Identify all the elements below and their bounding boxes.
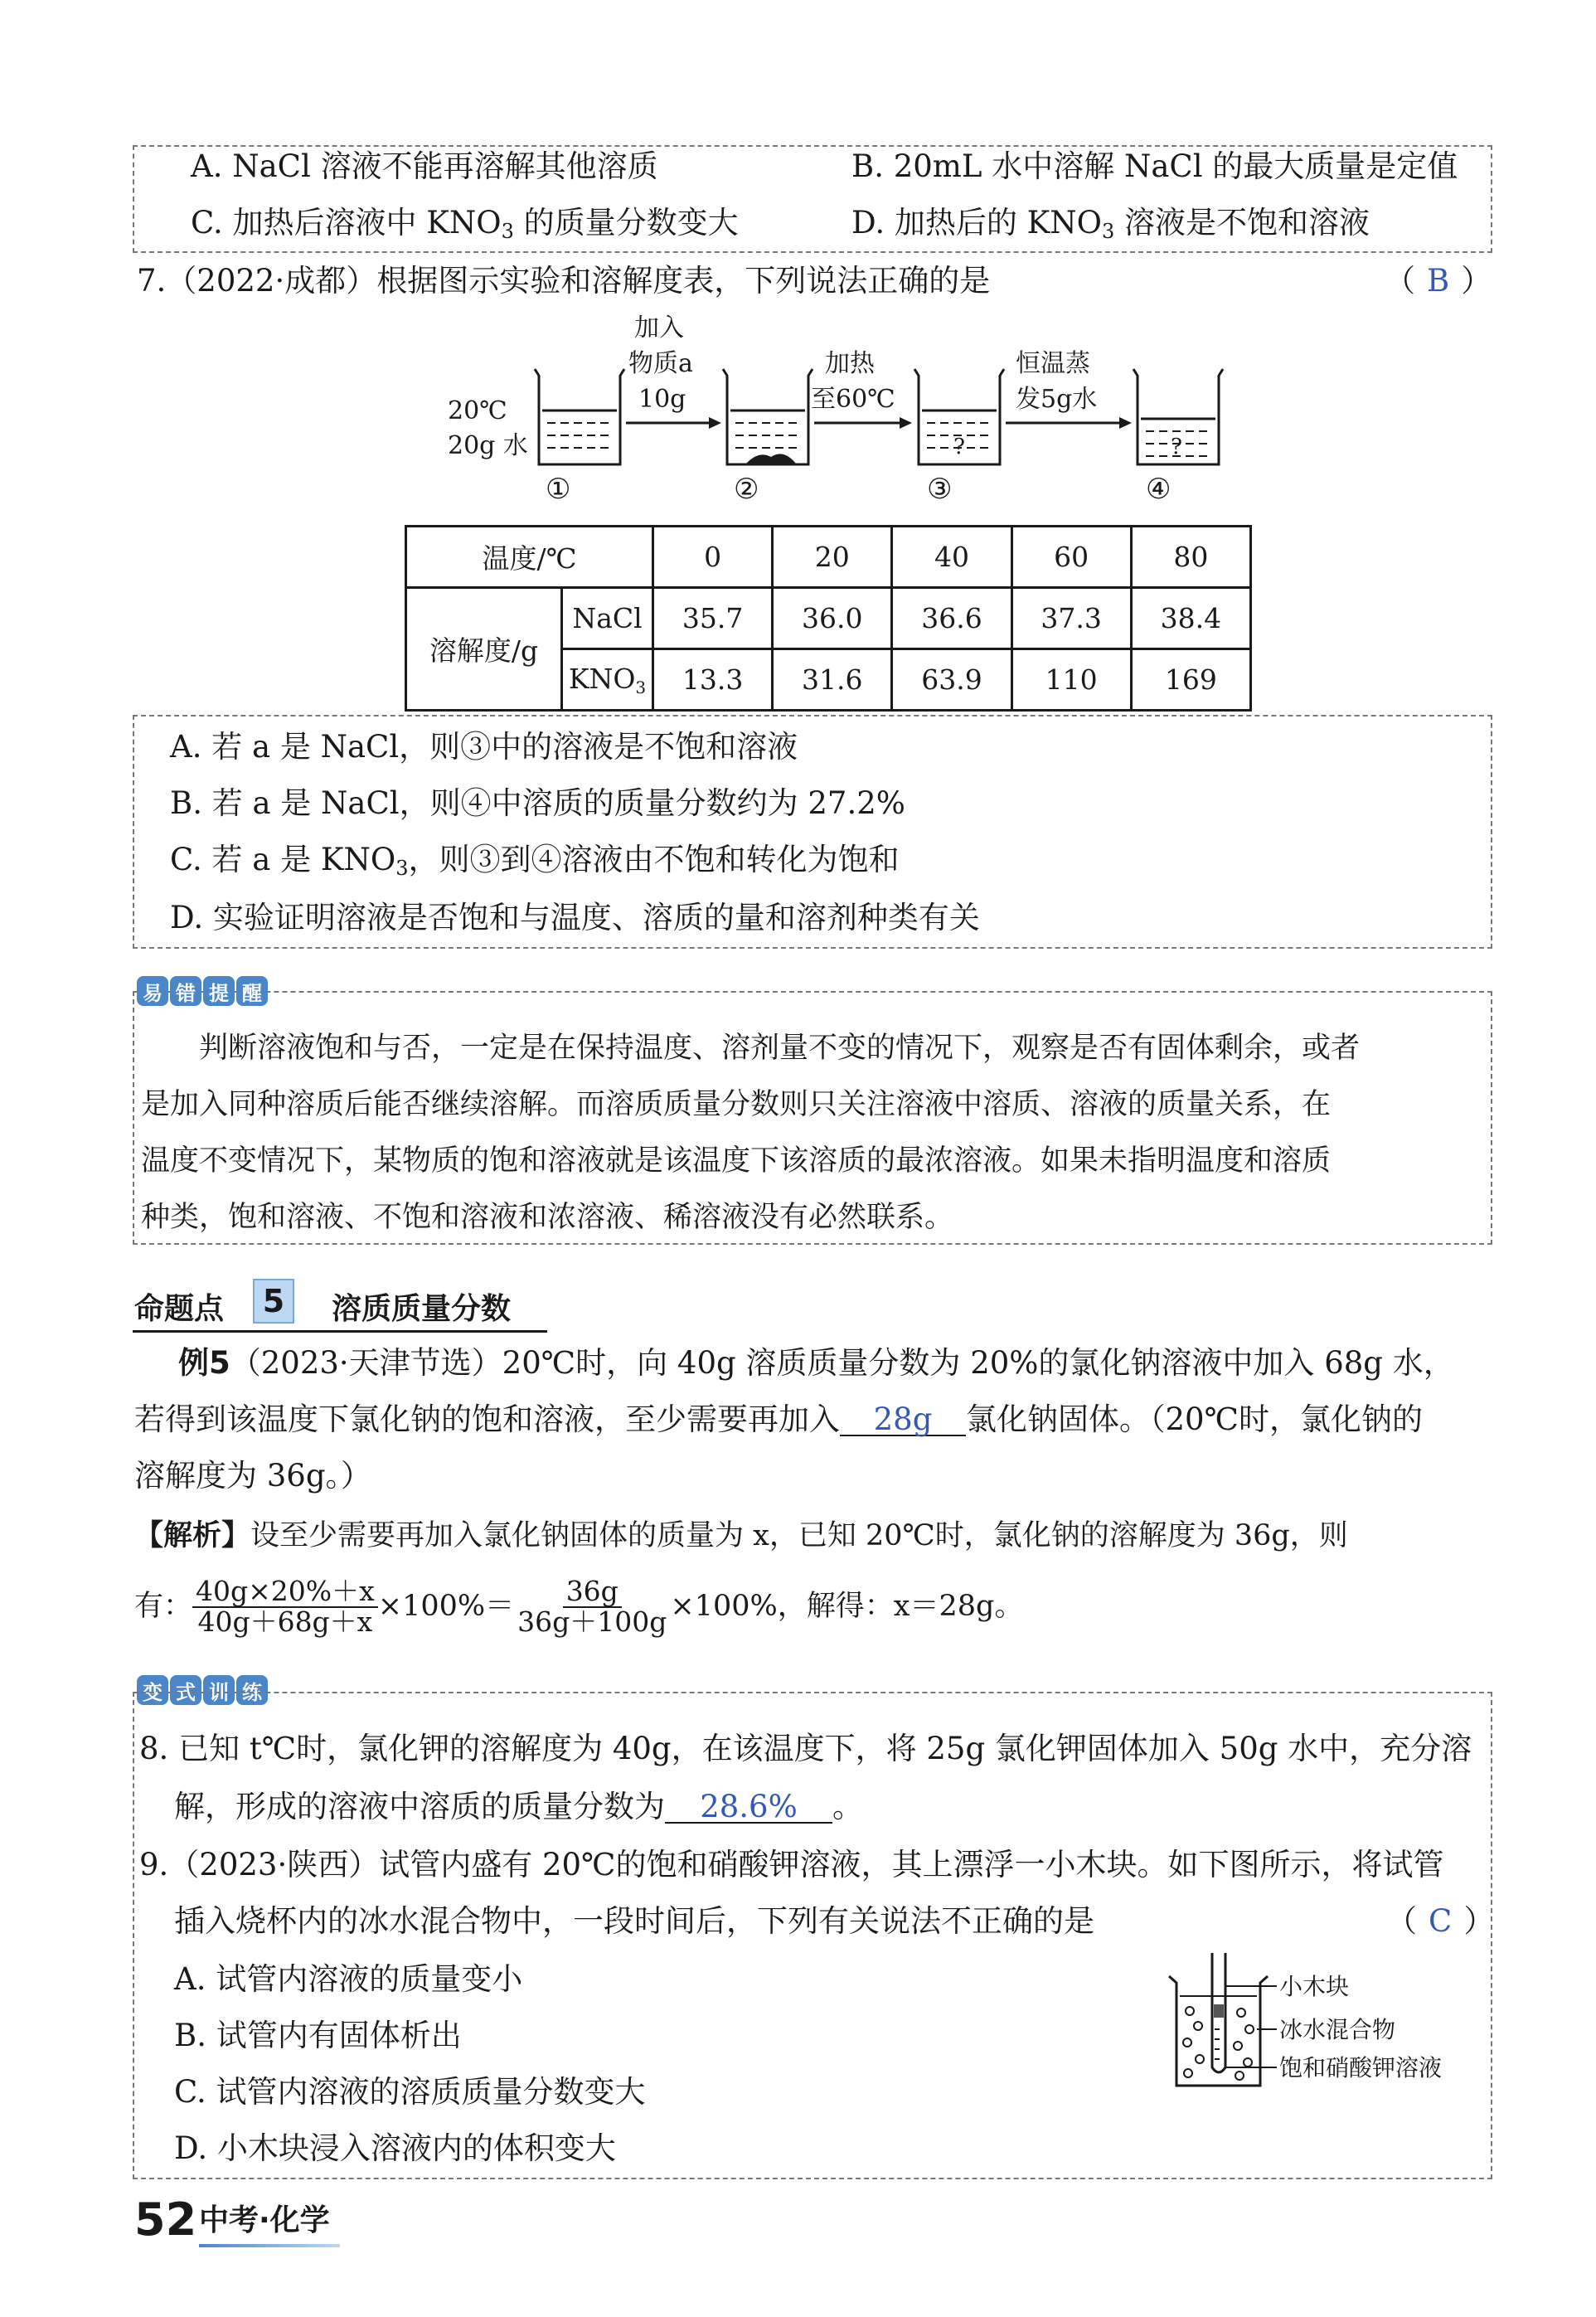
q7-option-b: B. 若 a 是 NaCl，则④中溶质的质量分数约为 27.2% [170, 785, 905, 821]
diagram-label-3: ③ [927, 473, 953, 506]
q8-answer: 28.6% [700, 1789, 798, 1824]
diagram-start-water: 20g 水 [448, 431, 528, 460]
fraction-1: $\frac{40g\times 20\%+x}{40g+68g+x}$ [192, 1577, 378, 1636]
label-wood: 小木块 [1279, 1973, 1350, 2000]
temp-cell: 60 [1011, 527, 1131, 588]
practice-tag: 变 式 训 练 [137, 1673, 268, 1707]
q9-line-2: 插入烧杯内的冰水混合物中，一段时间后，下列有关说法不正确的是 [174, 1903, 1094, 1939]
kno3-cell: 31.6 [773, 649, 892, 711]
diagram-step3-l1: 恒温蒸 [1016, 349, 1090, 378]
section-number-badge: 5 [253, 1279, 294, 1324]
q7-option-d: D. 实验证明溶液是否饱和与温度、溶质的量和溶剂种类有关 [170, 900, 980, 935]
wood-block-icon [1214, 2004, 1224, 2018]
label-ice: 冰水混合物 [1279, 2016, 1396, 2043]
q7-stem: 7.（2022·成都）根据图示实验和溶解度表，下列说法正确的是 [137, 263, 991, 299]
label-solution: 饱和硝酸钾溶液 [1279, 2054, 1443, 2081]
temp-cell: 40 [892, 527, 1011, 588]
diagram-step1-l2: 物质a [628, 349, 693, 378]
section-title: 溶质质量分数 [332, 1292, 512, 1326]
q7-option-a: A. 若 a 是 NaCl，则③中的溶液是不饱和溶液 [170, 729, 798, 765]
nacl-cell: 35.7 [653, 588, 773, 649]
tip-tag: 易 错 提 醒 [137, 974, 268, 1008]
temp-cell: 20 [773, 527, 892, 588]
diagram-label-1: ① [546, 473, 571, 506]
diagram-step3-l2: 发5g水 [1016, 385, 1098, 414]
solubility-table [405, 525, 1252, 712]
q9-line-1: 9.（2023·陕西）试管内盛有 20℃的饱和硝酸钾溶液，其上漂浮一小木块。如下图所示，将试管 [139, 1847, 1444, 1882]
undissolved-solid [746, 454, 796, 464]
q9-option-d: D. 小木块浸入溶液内的体积变大 [174, 2130, 616, 2166]
example5-line-3: 溶解度为 36g。） [134, 1458, 372, 1494]
diagram-start-temp: 20℃ [448, 396, 507, 425]
q8-line-2: 解，形成的溶液中溶质的质量分数为 28.6% 。 [174, 1789, 863, 1824]
diagram-label-2: ② [734, 473, 759, 506]
example5-line-2: 若得到该温度下氯化钠的饱和溶液，至少需要再加入 28g 氯化钠固体。（20℃时，氯化钠的 [134, 1401, 1423, 1437]
table-row-temp [406, 527, 1251, 588]
q9-option-b: B. 试管内有固体析出 [174, 2018, 462, 2053]
solubility-header: 溶解度/g [406, 588, 562, 711]
beaker-1 [535, 369, 624, 464]
example5-answer: 28g [873, 1401, 933, 1437]
kno3-cell: 110 [1011, 649, 1131, 711]
beaker-2 [723, 369, 813, 464]
table-row-nacl [406, 588, 1251, 649]
fraction-2: $\frac{36g}{36g+100g}$ [517, 1575, 667, 1638]
temp-header: 温度/℃ [406, 527, 653, 588]
q6-option-d: D. 加热后的 $KNO_3$ 溶液是不饱和溶液 [851, 205, 1370, 243]
nacl-label: NaCl [562, 588, 653, 649]
nacl-cell: 36.6 [892, 588, 1011, 649]
nacl-cell: 37.3 [1011, 588, 1131, 649]
page-number: 52 [134, 2193, 197, 2246]
section-underline [133, 1330, 547, 1333]
diagram-step1-l1: 加入 [634, 313, 684, 342]
q6-option-a: A. NaCl 溶液不能再溶解其他溶质 [191, 148, 658, 184]
footer-accent [199, 2244, 340, 2247]
kno3-cell: 63.9 [892, 649, 1011, 711]
diagram-step2-l2: 至60℃ [811, 385, 895, 414]
analysis-equation: 有： $\frac{40g\times 20\%+x}{40g+68g+x}$ ×100%＝ $\frac{36g}{36g+100g}$ ×100%，解得：x＝28g。 [134, 1575, 1024, 1638]
kno3-cell: 13.3 [653, 649, 773, 711]
q9-answer-bracket: （ C ） [1386, 1903, 1495, 1939]
beaker-4-unknown: ? [1171, 435, 1182, 459]
kno3-cell: 169 [1131, 649, 1250, 711]
nacl-cell: 38.4 [1131, 588, 1250, 649]
example5-line-1: 例5（2023·天津节选）20℃时，向 40g 溶质质量分数为 20%的氯化钠溶液中加入 68g 水， [178, 1345, 1454, 1381]
tip-line-2: 是加入同种溶质后能否继续溶解。而溶质质量分数则只关注溶液中溶质、溶液的质量关系，在 [141, 1088, 1332, 1121]
diagram-label-4: ④ [1146, 473, 1172, 506]
book-title: 中考·化学 [199, 2203, 330, 2237]
q9-test-tube-figure [1165, 1953, 1488, 2094]
section-prefix: 命题点 [134, 1292, 225, 1326]
q8-line-1: 8. 已知 t℃时，氯化钾的溶解度为 40g，在该温度下，将 25g 氯化钾固体加入 50g 水中，充分溶 [139, 1731, 1472, 1766]
temp-cell: 80 [1131, 527, 1250, 588]
diagram-step2-l1: 加热 [825, 349, 875, 378]
q7-answer: B [1427, 263, 1450, 299]
q6-option-c: C. 加热后溶液中 $KNO_3$ 的质量分数变大 [191, 205, 739, 243]
q9-option-c: C. 试管内溶液的溶质质量分数变大 [174, 2074, 646, 2110]
tip-line-1: 判断溶液饱和与否，一定是在保持温度、溶剂量不变的情况下，观察是否有固体剩余，或者 [199, 1032, 1361, 1065]
q9-option-a: A. 试管内溶液的质量变小 [174, 1961, 523, 1997]
q6-option-b: B. 20mL 水中溶解 NaCl 的最大质量是定值 [851, 148, 1458, 184]
beaker-3-unknown: ? [953, 435, 965, 459]
q7-answer-bracket: （ B ） [1385, 263, 1492, 299]
tip-line-3: 温度不变情况下，某物质的饱和溶液就是该温度下该溶质的最浓溶液。如果未指明温度和溶质 [141, 1144, 1332, 1178]
q7-experiment-diagram [431, 311, 1269, 510]
analysis-line-1: 【解析】设至少需要再加入氯化钠固体的质量为 x，已知 20℃时，氯化钠的溶解度为 36g，则 [134, 1519, 1348, 1552]
kno3-label: $KNO_3$ [562, 649, 653, 711]
tip-line-4: 种类，饱和溶液、不饱和溶液和浓溶液、稀溶液没有必然联系。 [141, 1201, 954, 1234]
q7-option-c: C. 若 a 是 $KNO_3$，则③到④溶液由不饱和转化为饱和 [170, 842, 900, 880]
diagram-step1-l3: 10g [638, 385, 686, 414]
q9-answer: C [1429, 1903, 1453, 1939]
nacl-cell: 36.0 [773, 588, 892, 649]
temp-cell: 0 [653, 527, 773, 588]
